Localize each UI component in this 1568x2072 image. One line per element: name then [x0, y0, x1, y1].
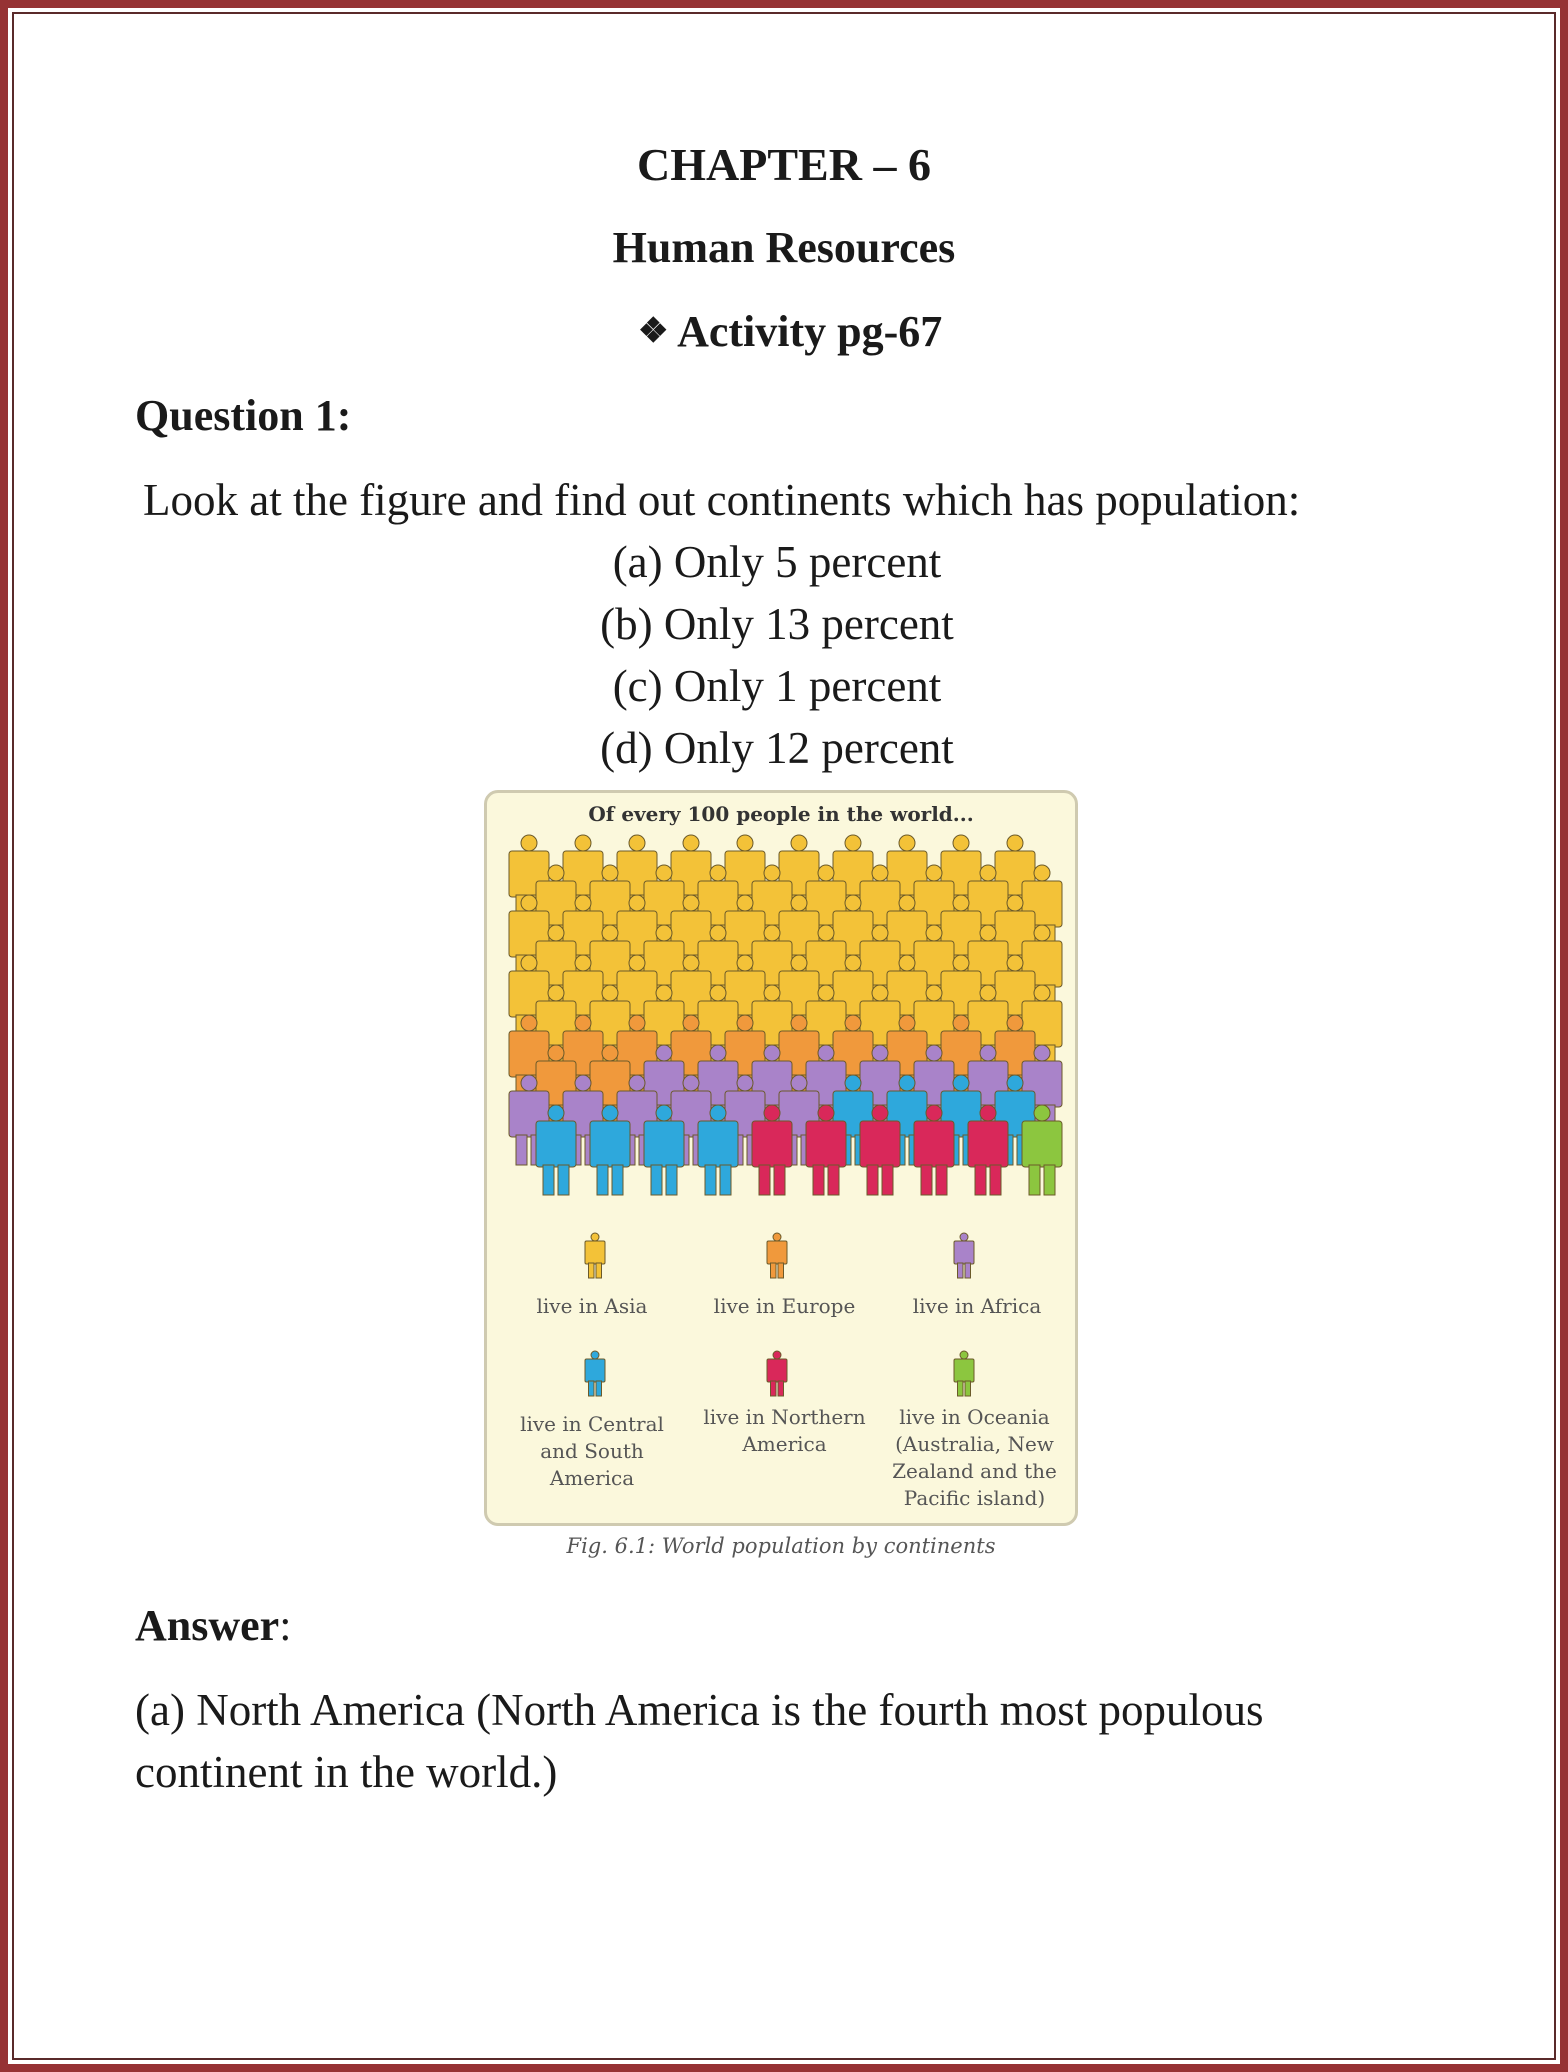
population-figure	[484, 790, 1078, 1526]
diamond-bullet-icon: ❖	[638, 313, 669, 350]
option-b: (b) Only 13 percent	[600, 599, 954, 649]
legend-northern-america: live in Northern America	[703, 1405, 866, 1456]
legend-oceania: live in Oceania (Australia, New Zealand and the Pacific island)	[892, 1405, 1057, 1510]
legend-africa: live in Africa	[912, 1294, 1042, 1318]
legend-icon-northern-america	[767, 1351, 787, 1396]
figure-title: Of every 100 people in the world...	[588, 802, 974, 826]
option-c: (c) Only 1 percent	[612, 661, 942, 711]
legend-icon-asia	[585, 1233, 605, 1278]
legend-icon-oceania	[954, 1351, 974, 1396]
answer-label: Answer	[135, 1601, 280, 1650]
answer-colon: :	[279, 1601, 292, 1650]
legend-icon-europe	[767, 1233, 787, 1278]
answer-line-2: continent in the world.)	[135, 1747, 558, 1797]
activity-heading	[638, 306, 942, 357]
answer-line-1: (a) North America (North America is the fourth most populous	[135, 1685, 1264, 1735]
activity-label: Activity pg-67	[677, 307, 943, 356]
chapter-heading: CHAPTER – 6	[637, 139, 931, 190]
answer-heading	[135, 1600, 291, 1651]
option-a: (a) Only 5 percent	[612, 537, 942, 587]
legend-europe: live in Europe	[713, 1294, 856, 1318]
legend-icon-africa	[954, 1233, 974, 1278]
chapter-title: Human Resources	[612, 223, 956, 272]
figure-caption: Fig. 6.1: World population by continents	[566, 1534, 996, 1558]
question-label: Question 1:	[135, 391, 352, 440]
question-text: Look at the figure and find out continents which has population:	[143, 475, 1301, 525]
legend-central-south-america: live in Central and South America	[520, 1412, 664, 1490]
legend-icon-central-south-america	[585, 1351, 605, 1396]
legend-asia: live in Asia	[536, 1294, 648, 1318]
option-d: (d) Only 12 percent	[600, 723, 954, 773]
